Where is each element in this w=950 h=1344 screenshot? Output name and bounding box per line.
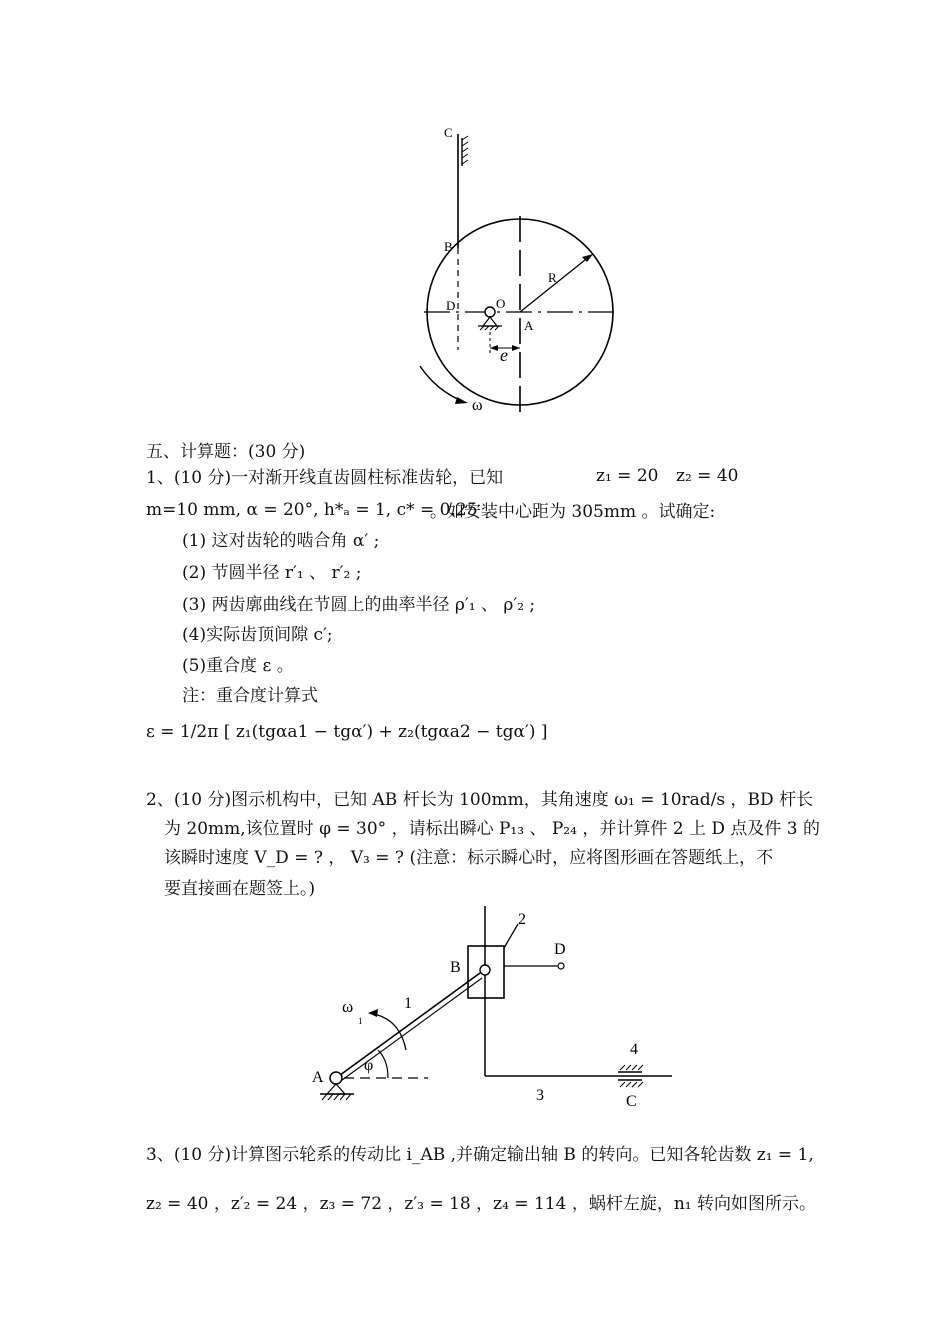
- q1-item-5: (5)重合度 ε 。: [182, 656, 294, 676]
- q3-line-2: z₂ = 40 ，z′₂ = 24 ，z₃ = 72 ，z′₃ = 18 ，z₄ = 114 ，蜗杆左旋，n₁ 转向如图所示。: [146, 1194, 816, 1214]
- label-omega: ω: [472, 397, 483, 414]
- label-omega1-sub: 1: [358, 1016, 363, 1026]
- label-e: e: [500, 345, 508, 365]
- label-a2: A: [312, 1069, 324, 1086]
- label-phi: φ: [364, 1057, 374, 1074]
- q2-line-3: 该瞬时速度 V_D = ? ， V₃ = ? (注意：标示瞬心时，应将图形画在答题纸上，不: [164, 848, 774, 868]
- linkage-figure: [300, 900, 690, 1115]
- q1-install: 。如安装中心距为 305mm 。试确定:: [430, 502, 716, 522]
- q1-item-1: (1) 这对齿轮的啮合角 α′ ;: [182, 531, 380, 551]
- pin-b: [480, 965, 490, 975]
- label-3: 3: [536, 1087, 544, 1104]
- omega-arrow: [420, 366, 462, 401]
- q1-z2: z₂ = 40: [676, 466, 739, 486]
- q1-item-2: (2) 节圆半径 r′₁ 、 r′₂ ;: [182, 563, 362, 583]
- q1-formula: ε = 1/2π [ z₁(tgαa1 − tgα′) + z₂(tgαa2 − tgα′) ]: [146, 722, 548, 742]
- section-heading: 五、计算题：(30 分): [146, 442, 306, 462]
- q3-line-1: 3、(10 分)计算图示轮系的传动比 i_AB ,并确定输出轴 B 的转向。已知各轮齿数 z₁ = 1,: [146, 1145, 814, 1165]
- label-r: R: [548, 270, 557, 285]
- q2-line-2: 为 20mm,该位置时 φ = 30° ，请标出瞬心 P₁₃ 、 P₂₄ ，并计算件 2 上 D 点及件 3 的: [164, 819, 821, 839]
- label-a: A: [524, 318, 534, 333]
- label-b: B: [444, 239, 453, 254]
- label-1: 1: [404, 995, 412, 1012]
- q1-note: 注：重合度计算式: [182, 686, 318, 706]
- label-o: O: [496, 296, 506, 311]
- label-c2: C: [626, 1093, 637, 1110]
- label-2: 2: [518, 911, 526, 928]
- label-c: C: [444, 125, 453, 140]
- q1-intro: 1、(10 分)一对渐开线直齿圆柱标准齿轮，已知: [146, 468, 504, 488]
- label-d2: D: [554, 941, 566, 958]
- pivot-a: [330, 1072, 342, 1084]
- q1-item-4: (4)实际齿顶间隙 c′;: [182, 625, 333, 645]
- label-omega1: ω: [342, 997, 354, 1016]
- q1-params: m=10 mm, α = 20°, h*ₐ = 1, c* = 0.25: [146, 500, 478, 520]
- q1-z1: z₁ = 20: [596, 466, 659, 486]
- point-d: [558, 963, 564, 969]
- cam-mechanism-figure: [400, 120, 640, 420]
- q2-line-1: 2、(10 分)图示机构中，已知 AB 杆长为 100mm，其角速度 ω₁ = 10rad/s ，BD 杆长: [146, 790, 814, 810]
- label-b2: B: [450, 959, 461, 976]
- label-d: D: [446, 298, 456, 313]
- q2-line-4: 要直接画在题签上。): [164, 879, 316, 899]
- label-4: 4: [630, 1041, 638, 1058]
- q1-item-3: (3) 两齿廓曲线在节圆上的曲率半径 ρ′₁ 、 ρ′₂ ;: [182, 595, 536, 615]
- pivot-o: [485, 307, 495, 317]
